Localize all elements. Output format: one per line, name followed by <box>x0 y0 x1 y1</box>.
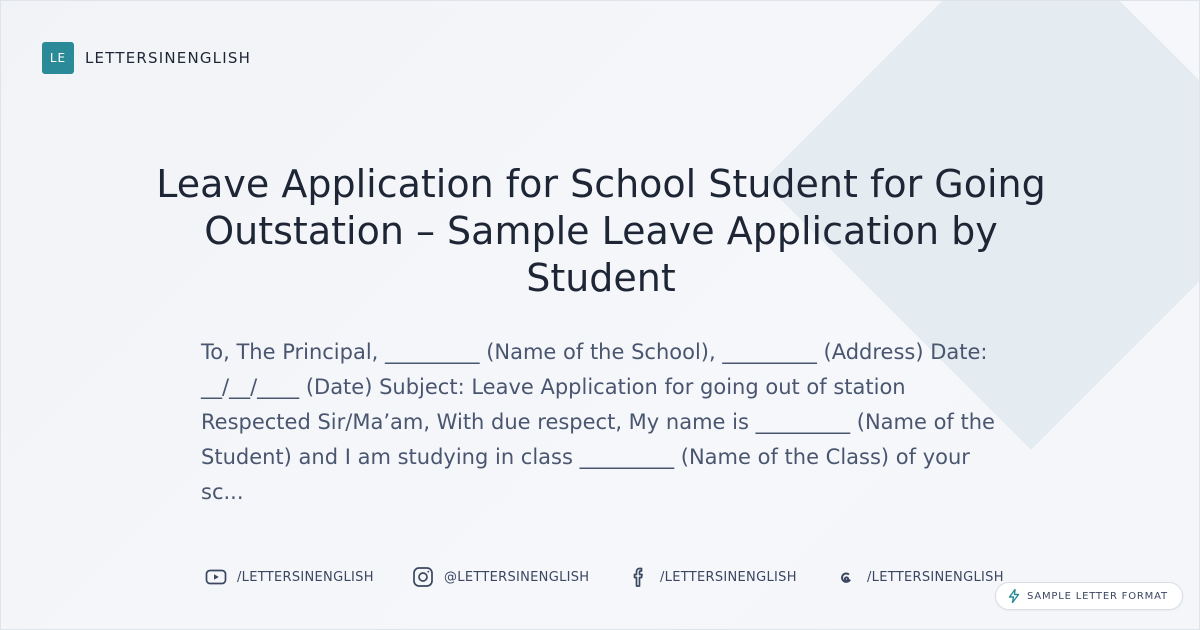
social-label-facebook: /LETTERSINENGLISH <box>660 569 797 585</box>
brand-header[interactable] <box>42 42 251 74</box>
youtube-icon <box>204 565 228 589</box>
social-link-instagram[interactable] <box>411 565 627 589</box>
social-link-threads[interactable] <box>834 565 1004 589</box>
instagram-icon <box>411 565 435 589</box>
social-links <box>204 565 1004 589</box>
page-title: Leave Application for School Student for Going Outstation – Sample Leave Application by Student <box>156 162 1046 300</box>
facebook-icon <box>627 565 651 589</box>
social-label-threads: /LETTERSINENGLISH <box>867 569 1004 585</box>
letter-excerpt: To, The Principal, _________ (Name of the School), _________ (Address) Date: __/__/____ (Date) Subject: Leave Application for going out of station Respected Sir/Ma’am, With due respect, My name is _________ (Name of the Student) and I am studying in class _________ (Name of the Class) of your sc... <box>201 340 995 504</box>
brand-logo: LE <box>42 42 74 74</box>
badge-label: SAMPLE LETTER FORMAT <box>1027 590 1168 602</box>
bolt-icon <box>1008 589 1020 603</box>
social-link-facebook[interactable] <box>627 565 834 589</box>
social-label-youtube: /LETTERSINENGLISH <box>237 569 374 585</box>
social-label-instagram: @LETTERSINENGLISH <box>444 569 590 585</box>
category-badge[interactable] <box>995 582 1183 610</box>
social-link-youtube[interactable] <box>204 565 411 589</box>
threads-icon <box>834 565 858 589</box>
brand-name: LETTERSINENGLISH <box>85 49 252 67</box>
